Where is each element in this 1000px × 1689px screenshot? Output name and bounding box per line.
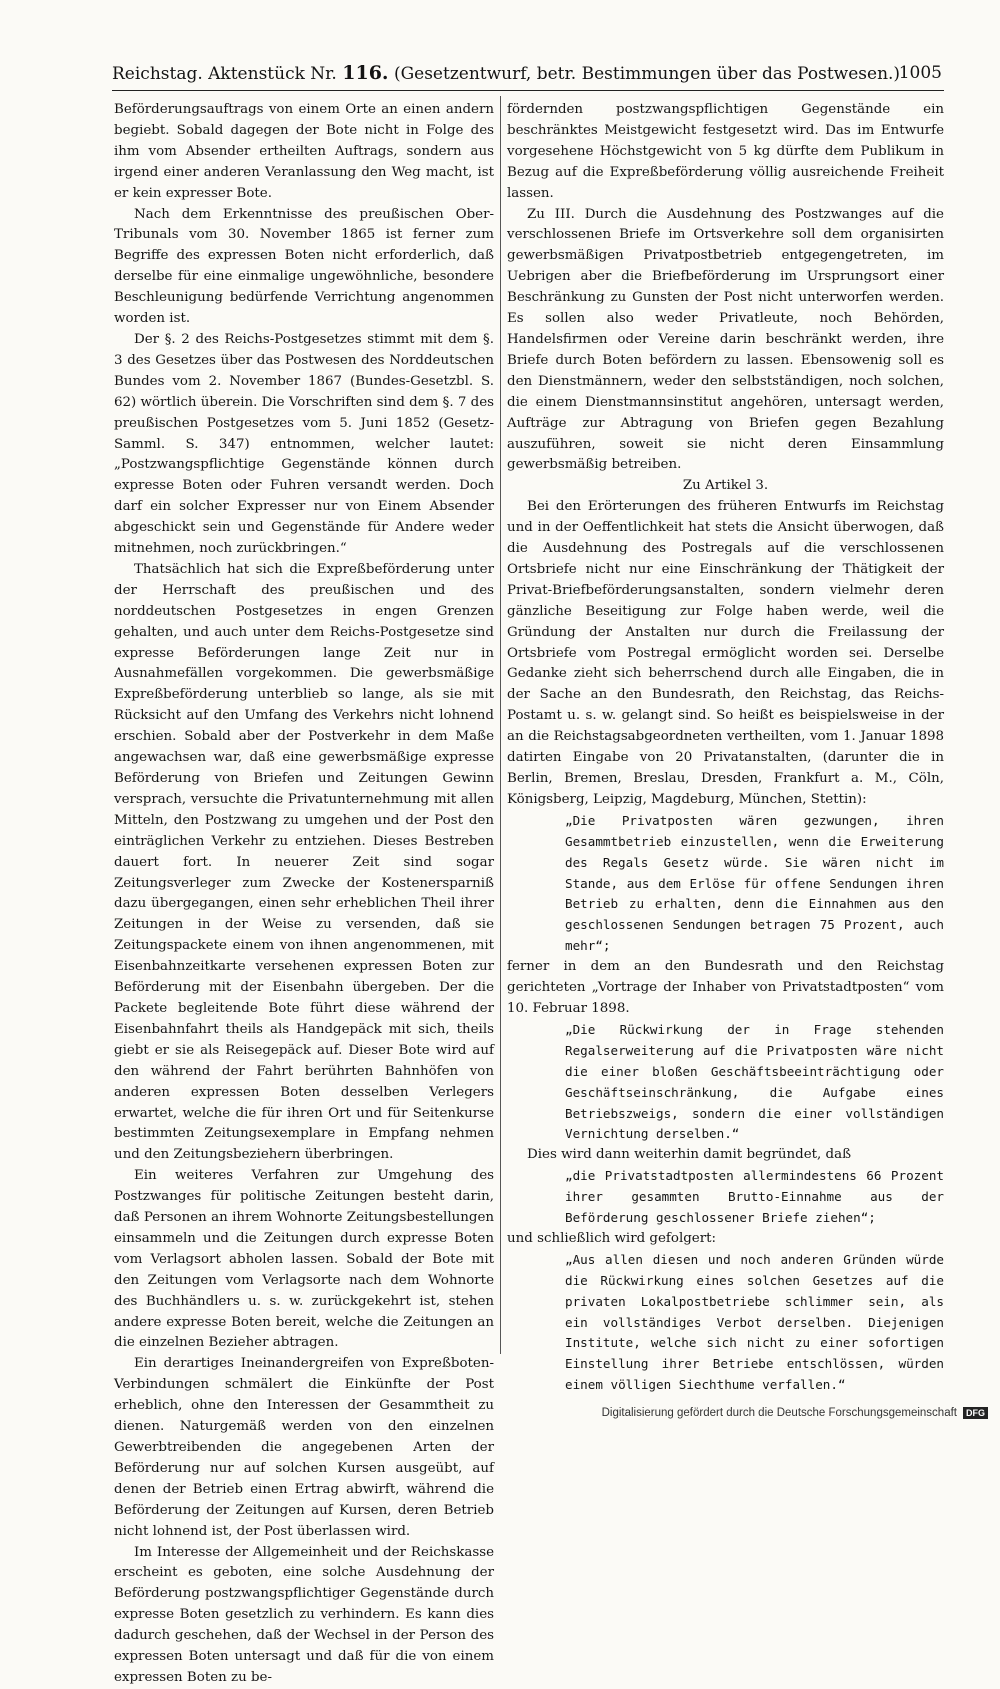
paragraph: Ein weiteres Verfahren zur Umgehung des Postzwanges für politische Zeitungen besteht darin, daß Personen an ihrem Wohnorte Zeitungsbestellungen einsammeln und die Zeitungen durch expresse Boten vom Verlagsort abholen lassen. Sobald der Bote mit den Zeitungen vom Verlagsorte nach dem Wohnorte des Buchhändlers u. s. w. zurückgekehrt ist, stehen andere expresse Boten bereit, welche die Zeitungen an die einzelnen Bezieher abtragen.	[114, 1168, 494, 1351]
section-heading: Zu Artikel 3.	[682, 478, 769, 494]
left-column	[114, 100, 494, 1689]
header-number: 116.	[342, 62, 389, 84]
header-rule	[112, 90, 944, 91]
paragraph: Im Interesse der Allgemeinheit und der Reichskasse erscheint es geboten, eine solche Ausdehnung der Beförderung postzwangspflichtiger Gegenstände durch expresse Boten gesetzlich zu verhindern. Es kann dies dadurch geschehen, daß der Wechsel in der Person des expressen Boten untersagt und daß für die von einem expressen Boten zu be-	[114, 1544, 494, 1685]
paragraph: Ein derartiges Ineinandergreifen von Expreßboten-Verbindungen schmälert die Einkünfte der Post erheblich, ohne den Interessen der Gesammtheit zu dienen. Naturgemäß werden von den einzelnen Gewerbtreibenden die angegebenen Arten der Beförderung nur auf solchen Kursen ausgeübt, auf denen der Betrieb einen Ertrag abwirft, während die Beförderung der Zeitungen auf Kursen, deren Betrieb nicht lohnend ist, der Post überlassen wird.	[114, 1356, 494, 1539]
footer-text: Digitalisierung gefördert durch die Deutsche Forschungsgemeinschaft	[601, 1407, 957, 1419]
block-quote: „Aus allen diesen und noch anderen Gründen würde die Rückwirkung eines solchen Gesetzes auf die privaten Lokalpostbetriebe schlimmer sein, als ein vollständiges Verbot derselben. Diejenigen Institute, welche sich nicht zu einer sofortigen Einstellung ihrer Betriebe entschlössen, würden einem völligen Siechthume verfallen.“	[565, 1251, 944, 1393]
paragraph: Der §. 2 des Reichs-Postgesetzes stimmt mit dem §. 3 des Gesetzes über das Postwesen des Norddeutschen Bundes vom 2. November 1867 (Bundes-Gesetzbl. S. 62) wörtlich überein. Die Vorschriften sind dem §. 7 des preußischen Postgesetzes vom 5. Juni 1852 (Gesetz-Samml. S. 347) entnommen, welcher lautet: „Postzwangspflichtige Gegenstände können durch expresse Boten oder Fuhren versandt werden. Doch darf ein solcher Expresser nur von Einem Absender abgeschickt sein und Gegenstände für Andere weder mitnehmen, noch zurückbringen.“	[114, 331, 494, 557]
header-title: (Gesetzentwurf, betr. Bestimmungen über das Postwesen.)	[393, 64, 901, 84]
block-quote: „Die Privatposten wären gezwungen, ihren Gesammtbetrieb einzustellen, wenn die Erweiterung des Regals Gesetz würde. Sie wären nicht im Stande, aus dem Erlöse für offene Sendungen ihren Betrieb zu erhalten, denn die Einnahmen aus den geschlossenen Sendungen betragen 75 Prozent, auch mehr“;	[565, 812, 944, 954]
footer	[602, 1405, 988, 1421]
paragraph: Nach dem Erkenntnisse des preußischen Ober-Tribunals vom 30. November 1865 ist ferner zum Begriffe des expressen Boten nicht erforderlich, daß derselbe für eine einmalige ungewöhnliche, besondere Beschleunigung bedürfende Verrichtung angenommen worden ist.	[114, 206, 494, 327]
paragraph: Zu III. Durch die Ausdehnung des Postzwanges auf die verschlossenen Briefe im Ortsverkehre soll dem organisirten gewerbsmäßigen Privatpostbetrieb entgegengetreten, im Uebrigen aber die Briefbeförderung im Ursprungsort einer Beschränkung zu Gunsten der Post nicht unterworfen werden. Es sollen also weder Privatleute, noch Behörden, Handelsfirmen oder Vereine darin beschränkt werden, ihre Briefe durch Boten befördern zu lassen. Ebensowenig soll es den Dienstmännern, weder den selbstständigen, noch solchen, die einem Dienstmannsinstitut angehören, untersagt werden, Aufträge zur Abtragung von Briefen gegen Bezahlung auszuführen, soweit sie nicht deren Einsammlung gewerbsmäßig betreiben.	[507, 206, 944, 473]
paragraph: fördernden postzwangspflichtigen Gegenstände ein beschränktes Meistgewicht festgesetzt wird. Das im Entwurfe vorgesehene Höchstgewicht von 5 kg dürfte dem Publikum in Bezug auf die Expreßbeförderung völlig ausreichende Freiheit lassen.	[507, 102, 944, 201]
page-header	[112, 60, 942, 86]
column-divider	[500, 96, 501, 1354]
paragraph: Bei den Erörterungen des früheren Entwurfs im Reichstag und in der Oeffentlichkeit hat stets die Ansicht überwogen, daß die Ausdehnung des Postregals auf die verschlossenen Ortsbriefe nicht nur eine Einschränkung der Thätigkeit der Privat-Briefbeförderungsanstalten, sondern vielmehr deren gänzliche Beseitigung zur Folge haben werde, weil die Gründung der Anstalten nur durch die Freilassung der Ortsbriefe vom Postregal ermöglicht worden sei. Derselbe Gedanke zieht sich beherrschend durch alle Eingaben, die in der Sache an den Bundesrath, den Reichstag, das Reichs-Postamt u. s. w. gelangt sind. So heißt es beispielsweise in der an die Reichstagsabgeordneten vertheilten, vom 1. Januar 1898 datirten Eingabe von 20 Privatanstalten, (darunter die in Berlin, Bremen, Breslau, Dresden, Frankfurt a. M., Cöln, Königsberg, Leipzig, Magdeburg, München, Stettin):	[507, 499, 944, 807]
header-left	[112, 60, 900, 87]
paragraph: und schließlich wird gefolgert:	[507, 1230, 717, 1246]
block-quote: „die Privatstadtposten allermindestens 66 Prozent ihrer gesammten Brutto-Einnahme aus der Beförderung geschlossener Briefe ziehen“;	[565, 1168, 944, 1226]
paragraph: Thatsächlich hat sich die Expreßbeförderung unter der Herrschaft des preußischen und des norddeutschen Postgesetzes in engen Grenzen gehalten, und auch unter dem Reichs-Postgesetze sind expresse Beförderungen lange Zeit nur in Ausnahmefällen vorgekommen. Die gewerbsmäßige Expreßbeförderung unterblieb so lange, als sie mit Rücksicht auf den Umfang des Verkehrs nicht lohnend erschien. Sobald aber der Postverkehr in dem Maße angewachsen war, daß eine gewerbsmäßige expresse Beförderung von Briefen und Zeitungen Gewinn versprach, versuchte die Privatunternehmung mit allen Mitteln, den Postzwang zu umgehen und der Post den einträglichen Verkehr zu entziehen. Dieses Bestreben dauert fort. In neuerer Zeit sind sogar Zeitungsverleger zum Zwecke der Kostenersparniß dazu übergegangen, einen sehr erheblichen Theil ihrer Zeitungen in der Weise zu versenden, daß sie Zeitungspackete einem von ihnen angenommenen, mit Eisenbahnzeitkarte versehenen expressen Boten zur Beförderung mit der Eisenbahn übergeben. Der die Packete begleitende Bote führt diese während der Eisenbahnfahrt theils als Handgepäck mit sich, theils giebt er sie als Reisegepäck auf. Dieser Bote wird auf den während der Fahrt berührten Bahnhöfen von anderen expressen Boten desselben Verlegers erwartet, welche die für ihren Ort und für Seitenkurse bestimmten Zeitungsexemplare in Empfang nehmen und den Zeitungsbeziehern überbringen.	[114, 561, 494, 1163]
right-column	[507, 100, 944, 1396]
paragraph: Beförderungsauftrags von einem Orte an einen andern begiebt. Sobald dagegen der Bote nicht in Folge des ihm vom Absender ertheilten Auftrags, sondern aus irgend einer anderen Veranlassung den Weg macht, ist er kein expresser Bote.	[114, 102, 494, 201]
paragraph: Dies wird dann weiterhin damit begründet, daß	[527, 1147, 852, 1163]
paragraph: ferner in dem an den Bundesrath und den Reichstag gerichteten „Vortrage der Inhaber von Privatstadtposten“ vom 10. Februar 1898.	[507, 959, 944, 1016]
block-quote: „Die Rückwirkung der in Frage stehenden Regalserweiterung auf die Privatposten wäre nicht die einer bloßen Geschäftsbeeinträchtigung oder Geschäftseinschränkung, die Aufgabe eines Betriebszweigs, sondern die einer vollständigen Vernichtung derselben.“	[565, 1021, 944, 1142]
dfg-logo: DFG	[963, 1407, 988, 1419]
header-source: Reichstag. Aktenstück Nr.	[112, 64, 337, 84]
page-number: 1005	[898, 63, 942, 83]
